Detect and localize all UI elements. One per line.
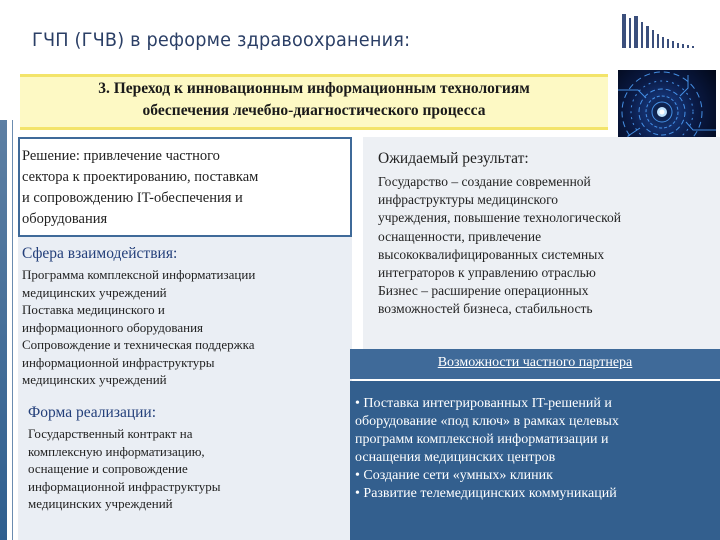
result-line: интеграторов к управлению отраслью — [378, 265, 596, 281]
partner-line: программ комплексной информатизации и — [355, 432, 609, 447]
sphere-line: информационного оборудования — [22, 319, 204, 335]
partner-line: оборудование «под ключ» в рамках целевых — [355, 414, 619, 429]
sphere-line: Сопровождение и техническая поддержка — [22, 337, 255, 352]
left-decorative-line — [12, 120, 13, 540]
subtitle-line: обеспечения лечебно-диагностического процесса — [142, 102, 486, 119]
result-line: оснащенности, привлечение — [378, 228, 542, 244]
result-line: инфраструктуры медицинского — [378, 192, 559, 208]
form-line: комплексную информатизацию, — [28, 443, 205, 459]
form-heading: Форма реализации: — [28, 404, 157, 421]
partner-text — [355, 395, 715, 503]
left-decorative-strip — [0, 120, 7, 540]
partner-line: • Поставка интегрированных IT-решений и — [355, 396, 612, 411]
form-line: информационной инфраструктуры — [28, 478, 221, 494]
sphere-line: медицинских учреждений — [22, 284, 167, 300]
subtitle-text — [24, 78, 604, 122]
partner-line: • Развитие телемедицинских коммуникаций — [355, 486, 617, 501]
barcode-logo-icon — [622, 14, 698, 48]
partner-heading: Возможности частного партнера — [437, 355, 633, 370]
solution-line: оборудования — [22, 211, 108, 227]
result-line: Бизнес – расширение операционных — [378, 283, 589, 299]
result-text — [378, 173, 708, 319]
result-heading: Ожидаемый результат: — [378, 150, 529, 167]
result-line: Государство – создание современной — [378, 174, 591, 189]
form-line: Государственный контракт на — [28, 426, 193, 441]
form-line: медицинских учреждений — [28, 496, 173, 511]
solution-line: Решение: привлечение частного — [22, 148, 220, 164]
partner-line: • Создание сети «умных» клиник — [355, 468, 553, 483]
slide-title: ГЧП (ГЧВ) в реформе здравоохранения: — [32, 29, 411, 51]
solution-line: сектора к проектированию, поставкам — [22, 169, 259, 185]
subtitle-line: 3. Переход к инновационным информационным технологиям — [98, 80, 530, 97]
sphere-heading: Сфера взаимодействия: — [22, 245, 178, 262]
solution-line: и сопровождению IT-обеспечения и — [22, 190, 243, 206]
partner-line: оснащения медицинских центров — [355, 450, 556, 465]
sphere-text — [22, 266, 348, 389]
result-line: высококвалифицированных системных — [378, 246, 605, 262]
form-line: оснащение и сопровождение — [28, 461, 188, 476]
form-text — [28, 425, 338, 513]
result-line: возможностей бизнеса, стабильность — [378, 301, 593, 317]
sphere-line: Поставка медицинского и — [22, 302, 165, 317]
solution-text — [22, 146, 348, 230]
sphere-line: Программа комплексной информатизации — [22, 267, 256, 282]
sphere-line: информационной инфраструктуры — [22, 354, 215, 370]
result-line: учреждения, повышение технологической — [378, 210, 621, 226]
sphere-line: медицинских учреждений — [22, 372, 167, 387]
